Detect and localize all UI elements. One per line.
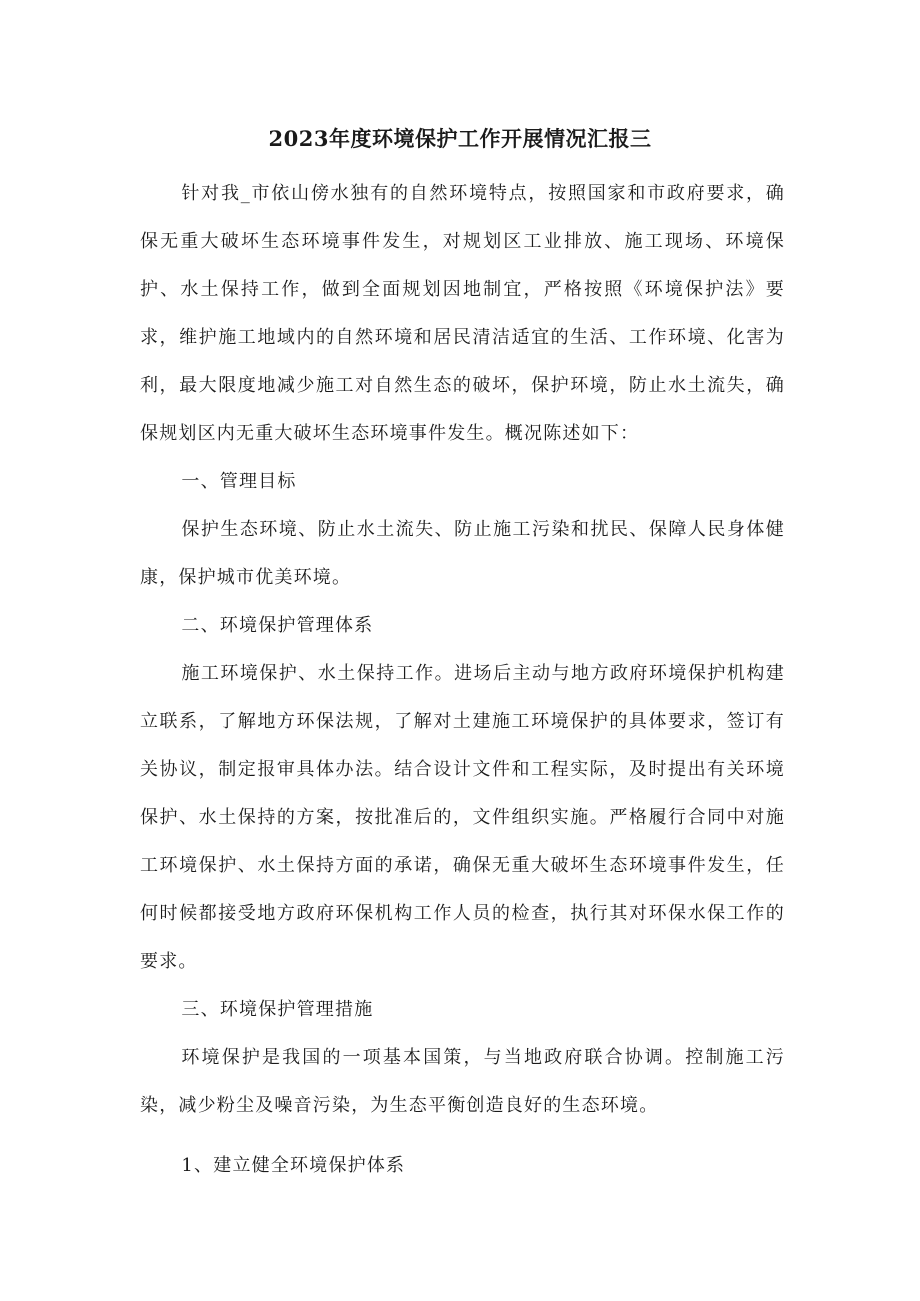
section-heading-management-measures: 三、环境保护管理措施	[181, 999, 374, 1020]
management-measures-paragraph: 环境保护是我国的一项基本国策，与当地政府联合协调。控制施工污染，减少粉尘及噪音污染，为生态平衡创造良好的生态环境。	[140, 1047, 785, 1116]
subsection-heading-system: 1、建立健全环境保护体系	[181, 1155, 406, 1176]
management-system-paragraph: 施工环境保护、水土保持工作。进场后主动与地方政府环境保护机构建立联系，了解地方环保法规，了解对土建施工环境保护的具体要求，签订有关协议，制定报审具体办法。结合设计文件和工程实际，及时提出有关环境保护、水土保持的方案，按批准后的，文件组织实施。严格履行合同中对施工环境保护、水土保持方面的承诺，确保无重大破坏生态环境事件发生，任何时候都接受地方政府环保机构工作人员的检查，执行其对环保水保工作的要求。	[140, 663, 785, 972]
document-title: 2023年度环境保护工作开展情况汇报三	[268, 126, 652, 151]
intro-paragraph: 针对我_市依山傍水独有的自然环境特点，按照国家和市政府要求，确保无重大破坏生态环境事件发生，对规划区工业排放、施工现场、环境保护、水土保持工作，做到全面规划因地制宜，严格按照《环境保护法》要求，维护施工地域内的自然环境和居民清洁适宜的生活、工作环境、化害为利，最大限度地减少施工对自然生态的破坏，保护环境，防止水土流失，确保规划区内无重大破坏生态环境事件发生。概况陈述如下：	[140, 183, 785, 444]
section-heading-management-system: 二、环境保护管理体系	[181, 615, 374, 636]
document-body	[140, 170, 785, 1190]
section-heading-management-goal: 一、管理目标	[181, 471, 297, 492]
management-goal-paragraph: 保护生态环境、防止水土流失、防止施工污染和扰民、保障人民身体健康，保护城市优美环境。	[140, 519, 785, 588]
